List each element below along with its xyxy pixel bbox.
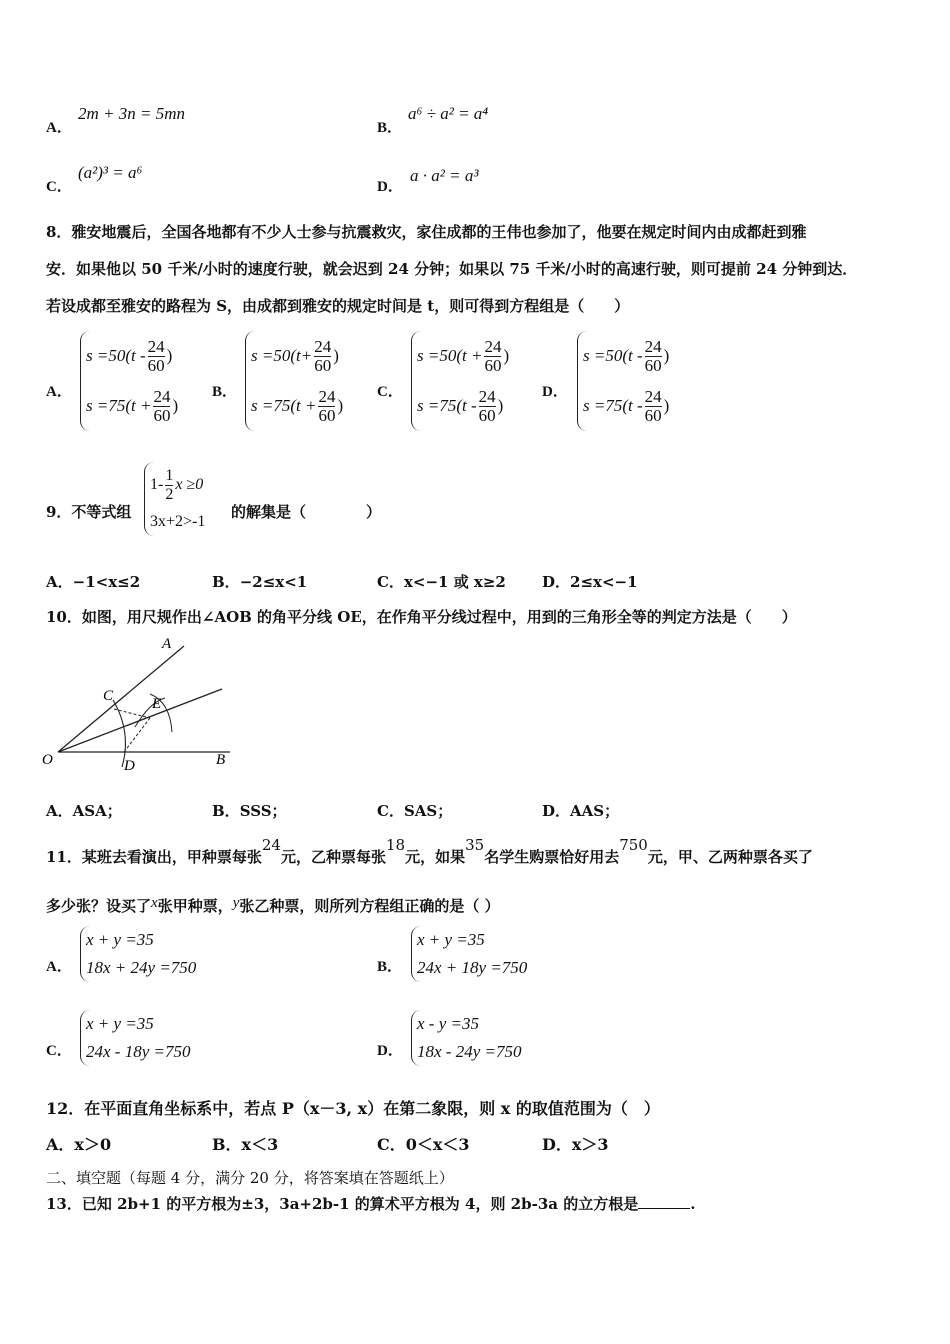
q9-option-a-text: −1<x≤2 — [72, 573, 141, 591]
eq-part: ) — [333, 346, 339, 365]
frac-den: 60 — [644, 355, 662, 375]
q9-frac-num: 1 — [165, 466, 174, 484]
q9-option-b-text: −2≤x<1 — [239, 573, 308, 591]
q10-option-c-label: C． — [377, 802, 404, 820]
q9-option-b-label: B． — [212, 573, 240, 591]
eq-part: ) — [337, 396, 344, 415]
q9-option-c-label: C． — [377, 573, 404, 591]
q11-num-24: 24 — [261, 836, 281, 854]
q12-option-a-label: A． — [46, 1135, 75, 1154]
ray-oa — [58, 646, 184, 752]
q8-line-1: 8．雅安地震后，全国各地都有不少人士参与抗震救灾，家住成都的王伟也参加了，他要在规定时间内由成都赶到雅 — [46, 223, 807, 241]
q10-option-c-text: SAS； — [403, 802, 453, 820]
eq: 24x - 18y =750 — [86, 1042, 191, 1061]
q7-option-c-expr: (a²)³ = a⁶ — [78, 163, 143, 182]
frac-num: 24 — [314, 336, 332, 356]
eq-part: s =50(t - — [583, 346, 643, 365]
q10-option-d-text: AAS； — [570, 802, 620, 820]
frac-den: 60 — [484, 355, 502, 375]
q11-option-c-system — [80, 1010, 190, 1066]
q7-option-d-label: D． — [377, 179, 403, 195]
ray-oe — [58, 689, 222, 752]
frac-den: 60 — [318, 405, 336, 425]
q8-option-c-system — [411, 331, 509, 431]
q10-option-d-label: D． — [542, 802, 571, 820]
eq-part: s =50(t - — [86, 346, 146, 365]
q8-option-c-label: C． — [377, 384, 403, 400]
q9-ineq2: 3x+2>-1 — [150, 513, 206, 530]
q9-option-a-label: A． — [46, 573, 73, 591]
q11-num-750: 750 — [619, 836, 648, 854]
eq-part: ) — [166, 346, 173, 365]
q8-line-2: 安．如果他以 50 千米/小时的速度行驶，就会迟到 24 分钟；如果以 75 千米/小时的高速行驶，则可提前 24 分钟到达． — [46, 260, 858, 278]
frac-num: 24 — [318, 386, 336, 406]
q8-option-b-label: B． — [212, 384, 238, 400]
angle-bisector-figure — [40, 632, 240, 774]
q11-var-x: x — [151, 895, 158, 911]
q9-option-d-text: 2≤x<−1 — [570, 573, 638, 591]
frac-num: 24 — [484, 336, 502, 356]
q11-option-a-system — [80, 926, 196, 982]
q12-option-d-label: D． — [542, 1135, 572, 1154]
q12-text: 12．在平面直角坐标系中，若点 P（x－3, x）在第二象限，则 x 的取值范围为（ ） — [46, 1099, 660, 1118]
q10-text: 10．如图，用尺规作出∠AOB 的角平分线 OE，在作角平分线过程中，用到的三角形全等的判定方法是（ ） — [46, 608, 797, 626]
q13-end: . — [690, 1195, 696, 1213]
q10-option-b-label: B． — [212, 802, 240, 820]
q9-ineq1-b: x ≥0 — [175, 476, 204, 493]
point-e-label: E — [152, 696, 162, 712]
eq: x + y =35 — [86, 1014, 154, 1033]
eq-part: ) — [497, 396, 504, 415]
q11-option-b-system — [411, 926, 527, 982]
eq: x - y =35 — [417, 1014, 479, 1033]
q9-system — [144, 462, 205, 536]
q7-option-d-expr: a · a² = a³ — [410, 166, 479, 185]
q12-option-b-label: B． — [212, 1135, 242, 1154]
q8-option-d-system — [577, 331, 669, 431]
point-b-label: B — [216, 752, 226, 768]
q11-part: 名学生购票恰好用去 — [484, 848, 620, 866]
eq: 18x - 24y =750 — [417, 1042, 522, 1061]
q11-num-35: 35 — [465, 836, 485, 854]
eq-part: s =75(t + — [251, 396, 317, 415]
eq-part: s =75(t - — [583, 396, 643, 415]
frac-den: 60 — [314, 355, 332, 375]
q7-option-c-label: C． — [46, 179, 72, 195]
q11-option-d-system — [411, 1010, 521, 1066]
eq-part: ) — [503, 346, 510, 365]
q11-option-a-label: A． — [46, 959, 72, 975]
q12-option-a-text: x＞0 — [74, 1135, 112, 1154]
q8-option-b-system — [245, 331, 343, 431]
q11-part: 11．某班去看演出，甲种票每张 — [46, 848, 262, 866]
eq: 24x + 18y =750 — [417, 958, 528, 977]
q11-part: 张乙种票，则所列方程组正确的是（ ） — [239, 897, 500, 915]
eq-part: s =75(t + — [86, 396, 152, 415]
q8-line-3: 若设成都至雅安的路程为 S，由成都到雅安的规定时间是 t，则可得到方程组是（ ） — [46, 297, 630, 315]
frac-num: 24 — [147, 336, 165, 356]
frac-den: 60 — [147, 355, 165, 375]
frac-den: 60 — [478, 405, 496, 425]
frac-den: 60 — [153, 405, 171, 425]
section-title: 二、填空题（每题 4 分，满分 20 分，将答案填在答题纸上） — [46, 1169, 454, 1187]
q9-prefix: 9．不等式组 — [46, 503, 132, 521]
frac-num: 24 — [153, 386, 171, 406]
eq-part: ) — [663, 346, 670, 365]
q7-option-b-label: B． — [377, 120, 403, 136]
eq: x + y =35 — [86, 930, 154, 949]
q9-frac-den: 2 — [165, 485, 174, 503]
q13-stem: 13．已知 2b+1 的平方根为±3，3a+2b-1 的算术平方根为 4，则 2b-3a 的立方根是 — [46, 1195, 639, 1213]
q8-option-d-label: D． — [542, 384, 568, 400]
point-c-label: C — [103, 688, 114, 704]
q9-option-d-label: D． — [542, 573, 571, 591]
eq-part: s =75(t - — [417, 396, 477, 415]
q10-option-b-text: SSS； — [239, 802, 287, 820]
q8-option-a-label: A． — [46, 384, 72, 400]
frac-den: 60 — [644, 405, 662, 425]
q11-option-c-label: C． — [46, 1043, 72, 1059]
q11-part: 元，如果 — [405, 848, 466, 866]
q12-option-c-text: 0＜x＜3 — [405, 1135, 470, 1154]
q7-option-a-expr: 2m + 3n = 5mn — [78, 104, 185, 123]
q11-option-b-label: B． — [377, 959, 403, 975]
q11-part: 元，甲、乙两种票各买了 — [647, 848, 813, 866]
q12-option-d-text: x＞3 — [571, 1135, 609, 1154]
eq-part: ) — [663, 396, 670, 415]
point-a-label: A — [162, 636, 172, 652]
q9-suffix: 的解集是（ ） — [231, 503, 382, 521]
q11-line-2 — [46, 895, 500, 916]
q11-line-1 — [46, 836, 813, 867]
q10-option-a-label: A． — [46, 802, 73, 820]
q11-option-d-label: D． — [377, 1043, 403, 1059]
eq-part: ) — [172, 396, 179, 415]
q11-part: 元，乙种票每张 — [280, 848, 386, 866]
point-d-label: D — [124, 758, 135, 774]
eq: x + y =35 — [417, 930, 485, 949]
q9-ineq1-a: 1- — [150, 476, 164, 493]
q11-num-18: 18 — [386, 836, 406, 854]
q11-part: 张甲种票， — [157, 897, 233, 915]
frac-num: 24 — [644, 386, 662, 406]
q12-option-c-label: C． — [377, 1135, 406, 1154]
eq-part: s =50(t+ — [251, 346, 313, 365]
q8-option-a-system — [80, 331, 178, 431]
q12-option-b-text: x＜3 — [241, 1135, 279, 1154]
q10-option-a-text: ASA； — [72, 802, 122, 820]
frac-num: 24 — [478, 386, 496, 406]
q7-option-a-label: A． — [46, 120, 72, 136]
q9-option-c-text: x<−1 或 x≥2 — [403, 573, 506, 591]
q11-var-y: y — [232, 895, 240, 911]
answer-blank[interactable] — [638, 1194, 690, 1209]
eq-part: s =50(t + — [417, 346, 483, 365]
point-o-label: O — [42, 752, 53, 768]
q7-option-b-expr: a⁶ ÷ a² = a⁴ — [408, 104, 489, 123]
frac-num: 24 — [644, 336, 662, 356]
q13-text — [46, 1193, 695, 1214]
eq: 18x + 24y =750 — [86, 958, 197, 977]
q11-part: 多少张？设买了 — [46, 897, 152, 915]
